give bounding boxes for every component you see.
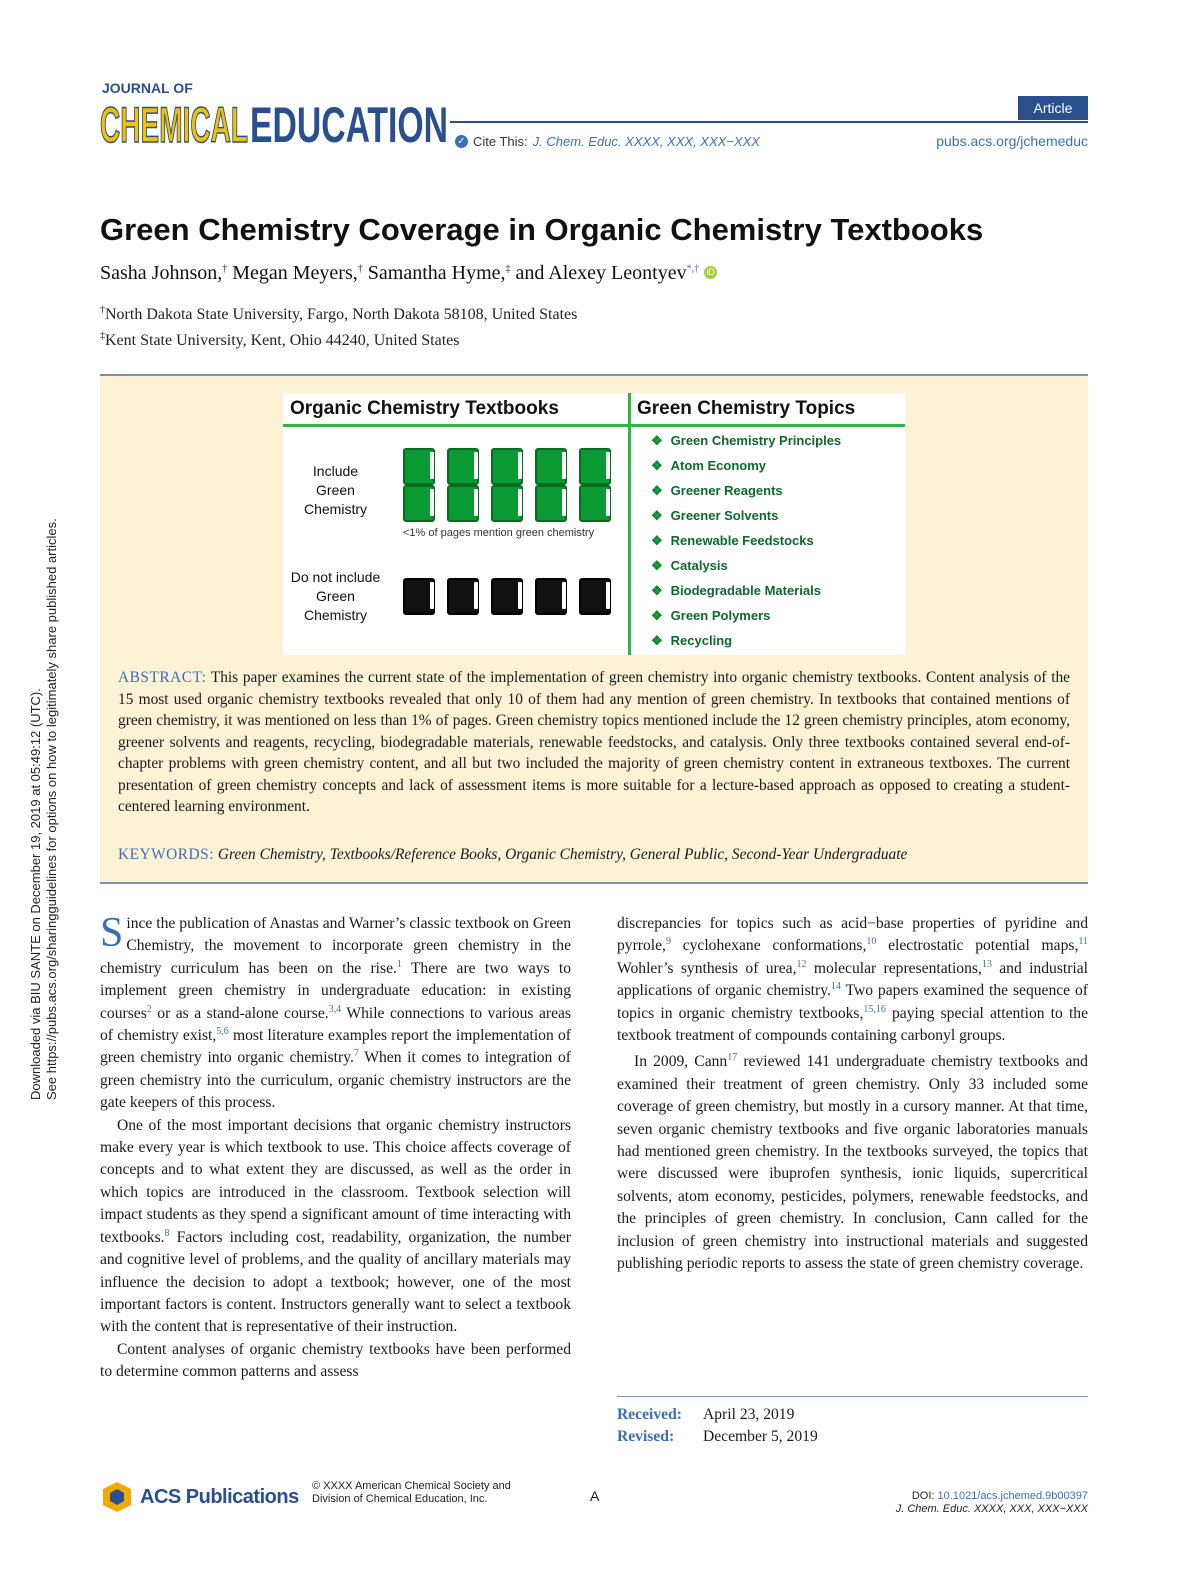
keywords-label: KEYWORDS: (118, 846, 214, 863)
cite-label: Cite This: (473, 134, 528, 149)
citation-ref[interactable]: 17 (727, 1052, 738, 1064)
black-textbook-icon (579, 578, 611, 615)
affiliation-1 (100, 306, 577, 324)
topic-item (651, 633, 732, 649)
black-textbook-icon (403, 578, 435, 615)
paragraph: One of the most important decisions that organic chemistry instructors make every year is which textbook to use. This choice affects coverage of concepts and to what extent they are discussed, as well as the order in which topics are introduced in the classroom. Textbook selection will impact students as they spend a significant amount of time interacting with textbooks.$^8$ Factors including cost, readability, organization, the number and cognitive level of problems, and the quality of ancillary materials may influence the decision to adopt a textbook; however, one of the most important factors is content. Instructors generally want to select a textbook with the content that is representative of their instruction. (100, 1116, 571, 1336)
diamond-bullet-icon: ❖ (651, 583, 663, 598)
topic-item (651, 533, 814, 549)
topic-item (651, 458, 766, 474)
footer-citation: J. Chem. Educ. XXXX, XXX, XXX−XXX (895, 1503, 1088, 1515)
author-affiliation-mark: *,† (686, 263, 700, 275)
exclude-label-line: Do not include (290, 569, 381, 585)
topic-item (651, 608, 770, 624)
green-textbook-icon (535, 485, 567, 522)
black-textbook-icon (535, 578, 567, 615)
abstract-body: This paper examines the current state of the implementation of green chemistry into organic chemistry textbooks. Content analysis of the 15 most used organic chemistry textbooks revealed that only 10 of them had any mention of green chemistry. In textbooks that contained mentions of green chemistry, it was mentioned on less than 1% of pages. Green chemistry topics mentioned include the 12 green chemistry principles, atom economy, greener solvents and reagents, recycling, biodegradable materials, renewable feedstocks, and catalysis. Only three textbooks contained several end-of-chapter problems with green chemistry content, and all but two included the majority of green chemistry content in extraneous textboxes. The current presentation of green chemistry concepts and lack of assessment items is more suitable for a lecture-based approach as opposed to creating a student-centered learning environment. (118, 669, 1070, 815)
affiliation-text: Kent State University, Kent, Ohio 44240, United States (105, 332, 460, 349)
green-textbook-icon (403, 485, 435, 522)
affiliation-mark: † (100, 304, 105, 316)
dates-rule (617, 1396, 1088, 1397)
include-label (293, 462, 378, 519)
paragraph (100, 910, 572, 1115)
topic-item (651, 558, 728, 574)
toc-divider (628, 393, 631, 655)
topic-label: Green Polymers (670, 608, 771, 623)
toc-heading-rule (283, 424, 905, 427)
affiliation-text: North Dakota State University, Fargo, North Dakota 58108, United States (105, 306, 578, 323)
received-value: April 23, 2019 (703, 1406, 795, 1423)
abstract (118, 667, 1070, 818)
toc-right-heading: Green Chemistry Topics (637, 398, 856, 419)
author-name[interactable]: Samantha Hyme, (367, 262, 506, 284)
paragraph: discrepancies for topics such as acid−base properties of pyridine and pyrrole,$^9$ cyclohexane conformations,$^{10}$ electrostatic potential maps,$^{11}$ Wohler’s synthesis of urea,$^{12}$ molecular representations,$^{13}$ and industrial applications of organic chemistry.$^{14}$ Two papers examined the sequence of topics in organic chemistry textbooks,$^{15,16}$ paying special attention to the textbook treatment of compounds containing carbonyl groups. (617, 915, 1089, 1045)
diamond-bullet-icon: ❖ (651, 458, 663, 473)
copyright-line: Division of Chemical Education, Inc. (312, 1493, 488, 1505)
topic-label: Atom Economy (670, 458, 766, 473)
author-name[interactable]: and Alexey Leontyev (515, 262, 687, 284)
publisher-name: ACS Publications (140, 1485, 299, 1508)
cite-value[interactable]: J. Chem. Educ. XXXX, XXX, XXX−XXX (532, 134, 760, 149)
citation-ref[interactable]: 2 (146, 1003, 152, 1015)
citation-ref[interactable]: 14 (830, 981, 841, 993)
green-textbook-icon (579, 485, 611, 522)
citation-ref[interactable]: 15,16 (863, 1003, 886, 1015)
topic-label: Catalysis (670, 558, 728, 573)
topic-item (651, 483, 783, 499)
author-list (100, 262, 717, 285)
citation-ref[interactable]: 10 (866, 936, 877, 948)
diamond-bullet-icon: ❖ (651, 483, 663, 498)
diamond-bullet-icon: ❖ (651, 558, 663, 573)
download-notice-line2: See https://pubs.acs.org/sharingguidelines for options on how to legitimately share published articles. (44, 518, 59, 1100)
diamond-bullet-icon: ❖ (651, 533, 663, 548)
citation-ref[interactable]: 9 (665, 936, 671, 948)
download-notice-line1: Downloaded via BIU SANTE on December 19, 2019 at 05:49:12 (UTC). (28, 688, 43, 1100)
citation-ref[interactable]: 8 (164, 1227, 170, 1239)
body-column-left (100, 910, 572, 1384)
article-title: Green Chemistry Coverage in Organic Chemistry Textbooks (100, 212, 984, 247)
toc-graphic (283, 393, 905, 655)
topic-label: Green Chemistry Principles (670, 433, 842, 448)
acs-publications-logo[interactable] (100, 1480, 299, 1514)
cite-line[interactable] (455, 134, 760, 149)
article-type-badge: Article (1018, 96, 1088, 120)
journal-logo-top: JOURNAL OF (102, 80, 193, 96)
diamond-bullet-icon: ❖ (651, 608, 663, 623)
doi-block (896, 1490, 1088, 1516)
author-name[interactable]: Megan Meyers, (232, 262, 358, 284)
received-date (617, 1404, 818, 1426)
author-affiliation-mark: † (222, 263, 228, 275)
include-label-line: Chemistry (303, 501, 367, 517)
citation-ref[interactable]: 12 (796, 958, 807, 970)
topic-item (651, 433, 841, 449)
green-textbook-icon (447, 448, 479, 485)
green-textbook-icon (447, 485, 479, 522)
citation-ref[interactable]: 7 (353, 1048, 359, 1060)
black-textbook-icon (447, 578, 479, 615)
author-affiliation-mark: † (357, 263, 363, 275)
affiliation-mark: ‡ (100, 330, 105, 342)
journal-logo-education: EDUCATION (250, 97, 448, 150)
doi-label: DOI: (911, 1490, 935, 1502)
green-textbook-icon (579, 448, 611, 485)
citation-ref[interactable]: 5,6 (216, 1025, 229, 1037)
cite-icon[interactable]: ✓ (455, 135, 468, 148)
topic-item (651, 583, 821, 599)
dropcap: S (100, 910, 124, 956)
copyright (312, 1480, 511, 1506)
revised-value: December 5, 2019 (703, 1428, 818, 1445)
topic-label: Greener Reagents (670, 483, 783, 498)
exclude-label (283, 568, 388, 625)
paragraph: Content analyses of organic chemistry textbooks have been performed to determine common patterns and assess (100, 1340, 571, 1381)
body-column-right (617, 913, 1088, 1276)
revised-label: Revised: (617, 1428, 675, 1445)
article-dates (617, 1404, 818, 1448)
topic-label: Recycling (670, 633, 733, 648)
include-label-line: Green (316, 482, 355, 498)
page-number: A (590, 1488, 600, 1504)
acs-hexagon-icon (100, 1480, 134, 1514)
keywords-value: Green Chemistry, Textbooks/Reference Books, Organic Chemistry, General Public, Second-Year Undergraduate (217, 846, 908, 863)
paragraph: In 2009, Cann$^{17}$ reviewed 141 undergraduate chemistry textbooks and examined their treatment of green chemistry. Only 33 included some coverage of green chemistry, but mostly in a cursory manner. At that time, seven organic chemistry textbooks and five organic laboratories manuals had mentioned green chemistry. In the textbooks surveyed, the topics that were discussed were ibuprofen synthesis, ionic liquids, supercritical solvents, atom economy, pesticides, polymers, renewable feedstocks, and the principles of green chemistry. In conclusion, Cann called for the inclusion of green chemistry into instructional materials and suggested publishing periodic reports to assess the state of green chemistry coverage. (617, 1052, 1088, 1273)
revised-date (617, 1426, 818, 1448)
toc-note: <1% of pages mention green chemistry (403, 527, 595, 539)
abstract-label: ABSTRACT: (118, 669, 207, 686)
citation-ref[interactable]: 11 (1078, 936, 1088, 948)
journal-logo-chemical: CHEMICAL (100, 97, 248, 150)
header-rule (450, 121, 1088, 123)
green-textbook-icon (491, 485, 523, 522)
paragraph-text: ince the publication of Anastas and Warner’s classic textbook on Green Chemistry, the movement to incorporate green chemistry in the chemistry curriculum has been on the rise.$^1$ There are two ways to implement green chemistry in undergraduate education: in existing courses$^2$ or as a stand-alone course.$^{3,4}$ While connections to various areas of chemistry exist,$^{5,6}$ most literature examples report the implementation of green chemistry into organic chemistry.$^7$ When it comes to integration of green chemistry into the curriculum, organic chemistry instructors are the gate keepers of this process. (100, 915, 572, 1112)
download-notice (28, 420, 60, 1100)
author-affiliation-mark: ‡ (505, 263, 511, 275)
author-name[interactable]: Sasha Johnson, (100, 262, 223, 284)
affiliation-2 (100, 332, 459, 350)
citation-ref[interactable]: 3,4 (328, 1003, 342, 1015)
topic-label: Greener Solvents (670, 508, 779, 523)
topic-label: Biodegradable Materials (670, 583, 821, 598)
diamond-bullet-icon: ❖ (651, 433, 663, 448)
green-textbook-icon (491, 448, 523, 485)
topic-item (651, 508, 778, 524)
exclude-label-line: Green (316, 588, 355, 604)
citation-ref[interactable]: 1 (396, 958, 402, 970)
green-textbook-icon (535, 448, 567, 485)
doi-link[interactable]: 10.1021/acs.jchemed.9b00397 (937, 1490, 1088, 1502)
citation-ref[interactable]: 13 (981, 958, 992, 970)
journal-url-link[interactable]: pubs.acs.org/jchemeduc (936, 133, 1088, 149)
journal-logo[interactable] (100, 80, 450, 150)
doi-line (896, 1490, 1088, 1503)
toc-left-heading: Organic Chemistry Textbooks (290, 398, 559, 419)
green-textbook-icon (403, 448, 435, 485)
exclude-label-line: Chemistry (303, 607, 367, 623)
copyright-line: © XXXX American Chemical Society and (312, 1480, 511, 1492)
keywords (118, 846, 1070, 864)
black-textbook-icon (491, 578, 523, 615)
diamond-bullet-icon: ❖ (651, 633, 663, 648)
include-label-line: Include (312, 463, 359, 479)
topic-label: Renewable Feedstocks (670, 533, 814, 548)
orcid-icon[interactable]: iD (704, 266, 717, 279)
diamond-bullet-icon: ❖ (651, 508, 663, 523)
received-label: Received: (617, 1406, 682, 1423)
